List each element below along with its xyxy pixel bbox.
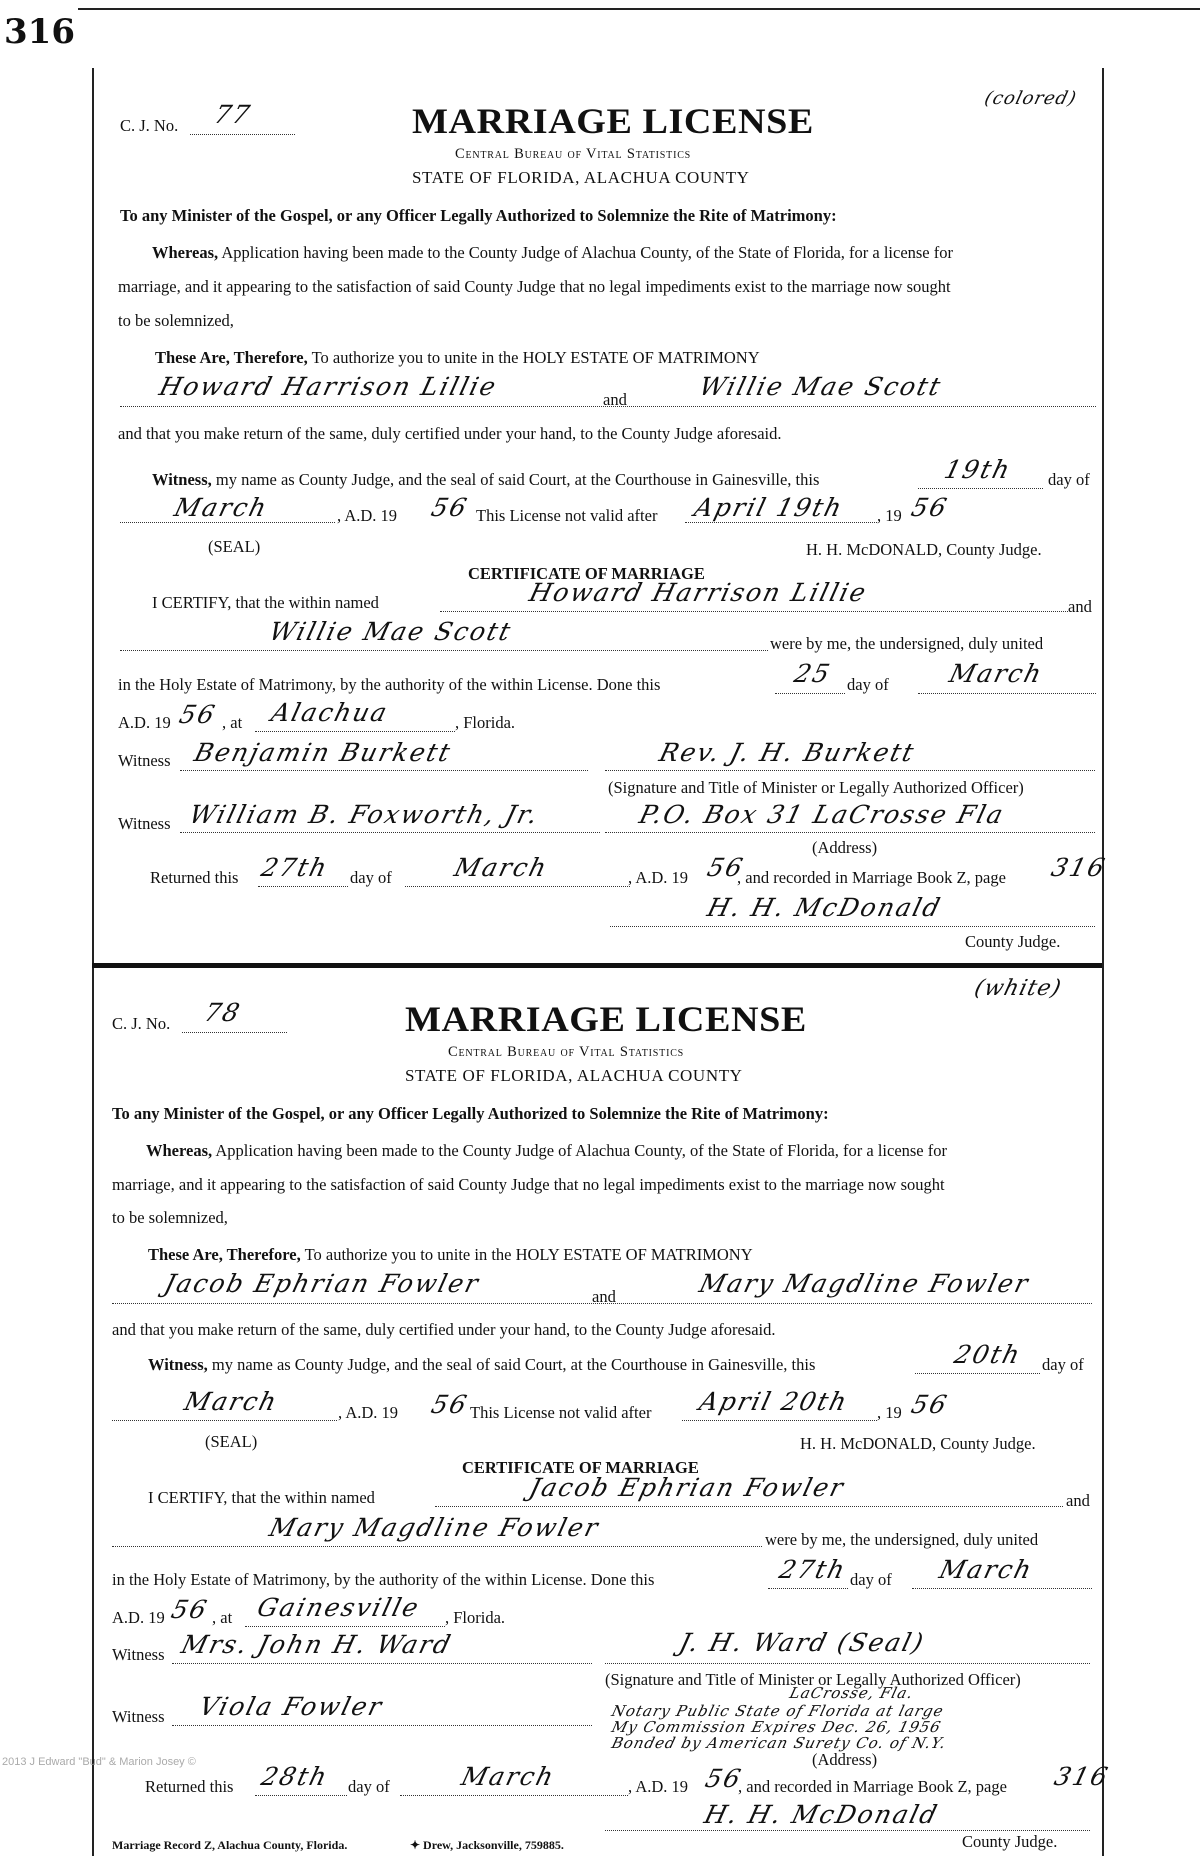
copyright-watermark: 2013 J Edward "Bud" & Marion Josey © [2, 1756, 196, 1768]
not-valid-label: This License not valid after [470, 1403, 652, 1422]
groom-name: Howard Harrison Lillie [156, 372, 501, 401]
returned-day: 28th [258, 1762, 332, 1791]
these-are-line: These Are, Therefore, To authorize you to unite in the HOLY ESTATE OF MATRIMONY [155, 348, 760, 367]
done-year: 56 [176, 700, 220, 729]
day-of: day of [1048, 470, 1090, 489]
were-by-me: were by me, the undersigned, duly united [770, 634, 1044, 653]
witness-2-name: Viola Fowler [196, 1692, 387, 1721]
holy-estate-line: in the Holy Estate of Matrimony, by the authority of the within License. Done this [118, 675, 661, 694]
cj-label: C. J. No. [112, 1014, 171, 1033]
returned-month: March [458, 1762, 559, 1791]
officer-signature: Rev. J. H. Burkett [656, 738, 919, 767]
recorded-label: , and recorded in Marriage Book Z, page [737, 868, 1006, 887]
issue-year: 56 [428, 1390, 472, 1419]
returned-ad: , A.D. 19 [628, 868, 689, 887]
witness-1-name: Mrs. John H. Ward [178, 1630, 456, 1659]
witness-2-name: William B. Foxworth, Jr. [186, 800, 543, 829]
cert-bride: Mary Magdline Fowler [266, 1513, 603, 1542]
issue-month: March [171, 493, 272, 522]
done-ad-label: A.D. 19 [118, 713, 171, 732]
state-county: STATE OF FLORIDA, ALACHUA COUNTY [405, 1066, 743, 1085]
done-month: March [936, 1555, 1037, 1584]
witness-2-label: Witness [112, 1707, 165, 1726]
marriage-place: Gainesville [254, 1593, 424, 1622]
witness-1-name: Benjamin Burkett [191, 738, 455, 767]
license-title: MARRIAGE LICENSE [412, 101, 814, 141]
were-by-me: were by me, the undersigned, duly united [765, 1530, 1039, 1549]
returned-label: Returned this [145, 1777, 234, 1796]
whereas-line-3: to be solemnized, [112, 1208, 228, 1227]
officer-address: P.O. Box 31 LaCrosse Fla [636, 800, 1008, 829]
judge-print-name: H. H. McDONALD, County Judge. [806, 540, 1042, 559]
valid-year-prefix: , 19 [877, 1403, 902, 1422]
officer-note-4: Bonded by American Surety Co. of N.Y. [609, 1734, 949, 1752]
witness-line: Witness, my name as County Judge, and the seal of said Court, at the Courthouse in Gainesville, this [152, 470, 820, 489]
race-note: (white) [971, 976, 1065, 1001]
witness-1-label: Witness [112, 1645, 165, 1664]
return-line: and that you make return of the same, duly certified under your hand, to the County Judge aforesaid. [112, 1320, 776, 1339]
groom-name: Jacob Ephrian Fowler [161, 1269, 483, 1298]
bride-name: Mary Magdline Fowler [696, 1269, 1033, 1298]
these-are-line: These Are, Therefore, To authorize you to unite in the HOLY ESTATE OF MATRIMONY [148, 1245, 753, 1264]
cj-number: 78 [201, 998, 245, 1027]
state-county: STATE OF FLORIDA, ALACHUA COUNTY [412, 168, 750, 187]
cert-groom: Howard Harrison Lillie [526, 578, 871, 607]
officer-signature: J. H. Ward (Seal) [676, 1628, 928, 1657]
ad-label: , A.D. 19 [337, 506, 398, 525]
holy-estate-line: in the Holy Estate of Matrimony, by the authority of the within License. Done this [112, 1570, 655, 1589]
returned-year: 56 [704, 853, 748, 882]
whereas-line-3: to be solemnized, [118, 311, 234, 330]
address-label: (Address) [812, 1750, 878, 1769]
seal-label: (SEAL) [205, 1432, 258, 1451]
certificate-title: CERTIFICATE OF MARRIAGE [468, 564, 705, 583]
book-page: 316 [1051, 1762, 1113, 1791]
witness-2-label: Witness [118, 814, 171, 833]
judge-print-name: H. H. McDONALD, County Judge. [800, 1434, 1036, 1453]
done-day: 27th [776, 1555, 850, 1584]
license-title: MARRIAGE LICENSE [405, 999, 807, 1039]
page-number: 316 [4, 12, 75, 52]
valid-year: 56 [908, 493, 952, 522]
and-word: and [592, 1287, 616, 1306]
cert-bride: Willie Mae Scott [266, 617, 516, 646]
whereas-line-2: marriage, and it appearing to the satisfaction of said County Judge that no legal impediments exist to the marriage now sought [112, 1175, 945, 1194]
certificate-title: CERTIFICATE OF MARRIAGE [462, 1458, 699, 1477]
done-day-of: day of [847, 675, 889, 694]
day-of: day of [1042, 1355, 1084, 1374]
issue-year: 56 [428, 493, 472, 522]
issue-day: 19th [941, 455, 1015, 484]
done-year: 56 [168, 1595, 212, 1624]
signature-title-label: (Signature and Title of Minister or Legally Authorized Officer) [605, 1670, 1021, 1689]
whereas-line-2: marriage, and it appearing to the satisfaction of said County Judge that no legal impediments exist to the marriage now sought [118, 277, 951, 296]
marriage-place: Alachua [268, 698, 392, 727]
returned-year: 56 [702, 1764, 746, 1793]
cert-and: and [1068, 597, 1092, 616]
certify-label: I CERTIFY, that the within named [148, 1488, 375, 1507]
returned-month: March [451, 853, 552, 882]
cert-and: and [1066, 1491, 1090, 1510]
judge-signature: H. H. McDonald [704, 893, 945, 922]
returned-day-of: day of [350, 868, 392, 887]
at-label: , at [212, 1608, 233, 1627]
footer-record: Marriage Record Z, Alachua County, Florida. [112, 1838, 348, 1852]
county-judge-label: County Judge. [962, 1832, 1058, 1851]
cert-groom: Jacob Ephrian Fowler [526, 1473, 848, 1502]
and-word: and [603, 390, 627, 409]
valid-year-prefix: , 19 [877, 506, 902, 525]
done-day: 25 [791, 659, 835, 688]
top-rule [78, 8, 1200, 10]
county-judge-label: County Judge. [965, 932, 1061, 951]
done-day-of: day of [850, 1570, 892, 1589]
section-divider [92, 963, 1102, 968]
issue-month: March [181, 1387, 282, 1416]
witness-line: Witness, my name as County Judge, and the seal of said Court, at the Courthouse in Gainesville, this [148, 1355, 816, 1374]
seal-label: (SEAL) [208, 537, 261, 556]
to-any-heading: To any Minister of the Gospel, or any Officer Legally Authorized to Solemnize the Rite of Matrimony: [112, 1104, 829, 1123]
done-month: March [946, 659, 1047, 688]
returned-ad: , A.D. 19 [628, 1777, 689, 1796]
bride-name: Willie Mae Scott [696, 372, 946, 401]
whereas-line-1: Whereas, Application having been made to the County Judge of Alachua County, of the State of Florida, for a license for [152, 243, 953, 262]
footer-printer: ✦ Drew, Jacksonville, 759885. [410, 1838, 564, 1852]
to-any-heading: To any Minister of the Gospel, or any Officer Legally Authorized to Solemnize the Rite of Matrimony: [120, 206, 837, 225]
ad-label: , A.D. 19 [338, 1403, 399, 1422]
whereas-line-1: Whereas, Application having been made to the County Judge of Alachua County, of the State of Florida, for a license for [146, 1141, 947, 1160]
valid-until: April 20th [696, 1387, 852, 1416]
bureau-name: Central Bureau of Vital Statistics [455, 146, 692, 162]
returned-label: Returned this [150, 868, 239, 887]
officer-note-2: Notary Public State of Florida at large [609, 1702, 946, 1720]
issue-day: 20th [951, 1340, 1025, 1369]
florida-label: , Florida. [445, 1608, 506, 1627]
officer-note-3: My Commission Expires Dec. 26, 1956 [609, 1718, 944, 1736]
cj-number: 77 [211, 100, 255, 129]
witness-1-label: Witness [118, 751, 171, 770]
returned-day: 27th [258, 853, 332, 882]
return-line: and that you make return of the same, duly certified under your hand, to the County Judge aforesaid. [118, 424, 782, 443]
bureau-name: Central Bureau of Vital Statistics [448, 1044, 685, 1060]
address-label: (Address) [812, 838, 878, 857]
signature-title-label: (Signature and Title of Minister or Legally Authorized Officer) [608, 778, 1024, 797]
race-note: (colored) [982, 88, 1079, 109]
at-label: , at [222, 713, 243, 732]
recorded-label: , and recorded in Marriage Book Z, page [738, 1777, 1007, 1796]
not-valid-label: This License not valid after [476, 506, 658, 525]
book-page: 316 [1048, 853, 1110, 882]
cj-label: C. J. No. [120, 116, 179, 135]
valid-year: 56 [908, 1390, 952, 1419]
florida-label: , Florida. [455, 713, 516, 732]
certify-label: I CERTIFY, that the within named [152, 593, 379, 612]
officer-note-1: LaCrosse, Fla. [787, 1684, 916, 1702]
valid-until: April 19th [691, 493, 847, 522]
judge-signature: H. H. McDonald [701, 1800, 942, 1829]
done-ad-label: A.D. 19 [112, 1608, 165, 1627]
returned-day-of: day of [348, 1777, 390, 1796]
